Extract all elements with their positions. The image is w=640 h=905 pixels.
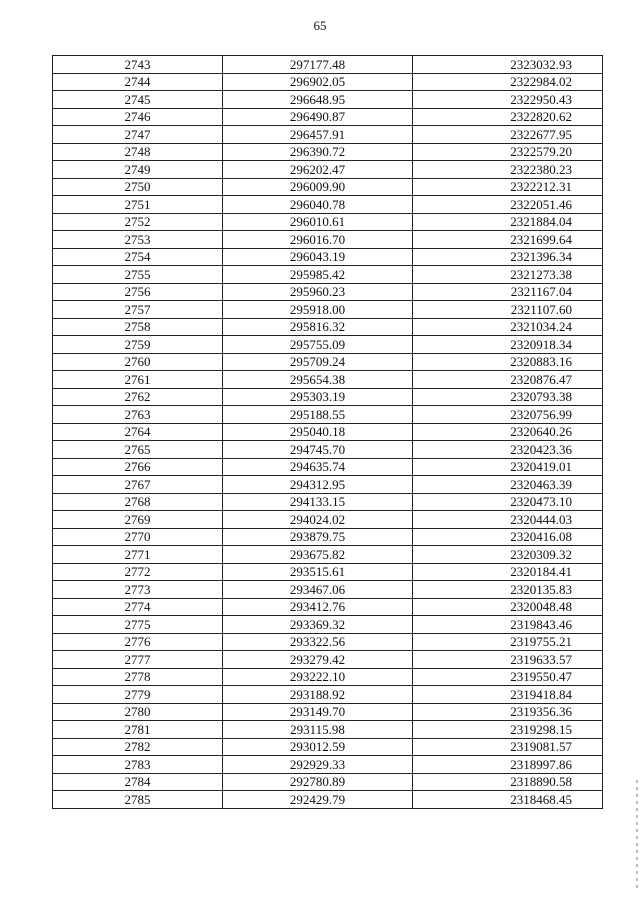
point-number-cell: 2776 [53,633,223,651]
y-coordinate-cell: 2320883.16 [413,353,603,371]
x-coordinate-cell: 295188.55 [223,406,413,424]
x-coordinate-cell: 295755.09 [223,336,413,354]
point-number-cell: 2782 [53,738,223,756]
y-coordinate-cell: 2320918.34 [413,336,603,354]
y-coordinate-cell: 2321396.34 [413,248,603,266]
table-row [53,406,603,424]
y-coordinate-cell: 2320640.26 [413,423,603,441]
x-coordinate-cell: 293369.32 [223,616,413,634]
table-row [53,231,603,249]
y-coordinate-cell: 2320184.41 [413,563,603,581]
coordinates-table [52,55,603,809]
x-coordinate-cell: 294133.15 [223,493,413,511]
table-row [53,511,603,529]
table-row [53,756,603,774]
table-row [53,301,603,319]
x-coordinate-cell: 293467.06 [223,581,413,599]
x-coordinate-cell: 295303.19 [223,388,413,406]
table-row [53,686,603,704]
point-number-cell: 2760 [53,353,223,371]
table-row [53,703,603,721]
y-coordinate-cell: 2322984.02 [413,73,603,91]
point-number-cell: 2757 [53,301,223,319]
table-row [53,161,603,179]
table-row [53,266,603,284]
y-coordinate-cell: 2319418.84 [413,686,603,704]
x-coordinate-cell: 296043.19 [223,248,413,266]
table-row [53,248,603,266]
y-coordinate-cell: 2321167.04 [413,283,603,301]
x-coordinate-cell: 296040.78 [223,196,413,214]
x-coordinate-cell: 294745.70 [223,441,413,459]
point-number-cell: 2762 [53,388,223,406]
x-coordinate-cell: 297177.48 [223,56,413,74]
x-coordinate-cell: 295985.42 [223,266,413,284]
x-coordinate-cell: 293412.76 [223,598,413,616]
x-coordinate-cell: 295709.24 [223,353,413,371]
point-number-cell: 2785 [53,791,223,809]
x-coordinate-cell: 296457.91 [223,126,413,144]
point-number-cell: 2771 [53,546,223,564]
point-number-cell: 2777 [53,651,223,669]
x-coordinate-cell: 293222.10 [223,668,413,686]
table-row [53,563,603,581]
x-coordinate-cell: 294312.95 [223,476,413,494]
y-coordinate-cell: 2322212.31 [413,178,603,196]
point-number-cell: 2770 [53,528,223,546]
x-coordinate-cell: 296902.05 [223,73,413,91]
y-coordinate-cell: 2320135.83 [413,581,603,599]
y-coordinate-cell: 2322677.95 [413,126,603,144]
table-row [53,651,603,669]
table-row [53,56,603,74]
x-coordinate-cell: 292929.33 [223,756,413,774]
y-coordinate-cell: 2319843.46 [413,616,603,634]
y-coordinate-cell: 2319298.15 [413,721,603,739]
x-coordinate-cell: 295654.38 [223,371,413,389]
y-coordinate-cell: 2319633.57 [413,651,603,669]
point-number-cell: 2769 [53,511,223,529]
point-number-cell: 2759 [53,336,223,354]
y-coordinate-cell: 2319081.57 [413,738,603,756]
point-number-cell: 2761 [53,371,223,389]
x-coordinate-cell: 296009.90 [223,178,413,196]
point-number-cell: 2780 [53,703,223,721]
table-row [53,616,603,634]
point-number-cell: 2778 [53,668,223,686]
y-coordinate-cell: 2322579.20 [413,143,603,161]
point-number-cell: 2750 [53,178,223,196]
table-row [53,598,603,616]
y-coordinate-cell: 2321273.38 [413,266,603,284]
y-coordinate-cell: 2320876.47 [413,371,603,389]
table-row [53,213,603,231]
table-row [53,668,603,686]
point-number-cell: 2748 [53,143,223,161]
x-coordinate-cell: 295816.32 [223,318,413,336]
point-number-cell: 2783 [53,756,223,774]
table-row [53,143,603,161]
y-coordinate-cell: 2322820.62 [413,108,603,126]
table-row [53,721,603,739]
point-number-cell: 2758 [53,318,223,336]
y-coordinate-cell: 2320473.10 [413,493,603,511]
y-coordinate-cell: 2320463.39 [413,476,603,494]
table-row [53,73,603,91]
y-coordinate-cell: 2322051.46 [413,196,603,214]
table-row [53,791,603,809]
point-number-cell: 2753 [53,231,223,249]
page-number: 65 [313,18,327,33]
table-row [53,423,603,441]
point-number-cell: 2781 [53,721,223,739]
point-number-cell: 2765 [53,441,223,459]
y-coordinate-cell: 2322950.43 [413,91,603,109]
point-number-cell: 2772 [53,563,223,581]
x-coordinate-cell: 295040.18 [223,423,413,441]
table-row [53,371,603,389]
point-number-cell: 2755 [53,266,223,284]
x-coordinate-cell: 293149.70 [223,703,413,721]
table-row [53,178,603,196]
point-number-cell: 2766 [53,458,223,476]
y-coordinate-cell: 2319356.36 [413,703,603,721]
table-row [53,283,603,301]
table-row [53,458,603,476]
x-coordinate-cell: 294024.02 [223,511,413,529]
table-row [53,581,603,599]
point-number-cell: 2754 [53,248,223,266]
x-coordinate-cell: 292780.89 [223,773,413,791]
table-row [53,336,603,354]
y-coordinate-cell: 2321699.64 [413,231,603,249]
point-number-cell: 2752 [53,213,223,231]
point-number-cell: 2745 [53,91,223,109]
point-number-cell: 2764 [53,423,223,441]
point-number-cell: 2746 [53,108,223,126]
y-coordinate-cell: 2321107.60 [413,301,603,319]
x-coordinate-cell: 293279.42 [223,651,413,669]
y-coordinate-cell: 2318468.45 [413,791,603,809]
table-row [53,738,603,756]
x-coordinate-cell: 296648.95 [223,91,413,109]
x-coordinate-cell: 296016.70 [223,231,413,249]
y-coordinate-cell: 2321034.24 [413,318,603,336]
y-coordinate-cell: 2318890.58 [413,773,603,791]
point-number-cell: 2747 [53,126,223,144]
y-coordinate-cell: 2318997.86 [413,756,603,774]
x-coordinate-cell: 293675.82 [223,546,413,564]
table-row [53,126,603,144]
x-coordinate-cell: 293188.92 [223,686,413,704]
x-coordinate-cell: 296010.61 [223,213,413,231]
point-number-cell: 2767 [53,476,223,494]
x-coordinate-cell: 292429.79 [223,791,413,809]
point-number-cell: 2756 [53,283,223,301]
table-row [53,318,603,336]
point-number-cell: 2744 [53,73,223,91]
y-coordinate-cell: 2320444.03 [413,511,603,529]
x-coordinate-cell: 295960.23 [223,283,413,301]
point-number-cell: 2749 [53,161,223,179]
y-coordinate-cell: 2322380.23 [413,161,603,179]
point-number-cell: 2751 [53,196,223,214]
y-coordinate-cell: 2319550.47 [413,668,603,686]
point-number-cell: 2763 [53,406,223,424]
table-row [53,91,603,109]
x-coordinate-cell: 296390.72 [223,143,413,161]
y-coordinate-cell: 2319755.21 [413,633,603,651]
coordinates-table-body [53,56,603,809]
x-coordinate-cell: 293115.98 [223,721,413,739]
x-coordinate-cell: 296490.87 [223,108,413,126]
table-row [53,546,603,564]
table-row [53,441,603,459]
y-coordinate-cell: 2323032.93 [413,56,603,74]
y-coordinate-cell: 2320793.38 [413,388,603,406]
y-coordinate-cell: 2320419.01 [413,458,603,476]
point-number-cell: 2784 [53,773,223,791]
table-row [53,353,603,371]
point-number-cell: 2743 [53,56,223,74]
point-number-cell: 2779 [53,686,223,704]
x-coordinate-cell: 296202.47 [223,161,413,179]
table-row [53,773,603,791]
point-number-cell: 2774 [53,598,223,616]
point-number-cell: 2768 [53,493,223,511]
x-coordinate-cell: 294635.74 [223,458,413,476]
table-row [53,108,603,126]
y-coordinate-cell: 2320048.48 [413,598,603,616]
y-coordinate-cell: 2320309.32 [413,546,603,564]
table-row [53,196,603,214]
x-coordinate-cell: 293515.61 [223,563,413,581]
table-row [53,388,603,406]
y-coordinate-cell: 2321884.04 [413,213,603,231]
x-coordinate-cell: 293879.75 [223,528,413,546]
scan-edge-mark [636,780,638,890]
x-coordinate-cell: 293012.59 [223,738,413,756]
table-row [53,633,603,651]
table-row [53,493,603,511]
table-row [53,476,603,494]
y-coordinate-cell: 2320756.99 [413,406,603,424]
point-number-cell: 2775 [53,616,223,634]
y-coordinate-cell: 2320423.36 [413,441,603,459]
x-coordinate-cell: 295918.00 [223,301,413,319]
y-coordinate-cell: 2320416.08 [413,528,603,546]
x-coordinate-cell: 293322.56 [223,633,413,651]
table-row [53,528,603,546]
point-number-cell: 2773 [53,581,223,599]
